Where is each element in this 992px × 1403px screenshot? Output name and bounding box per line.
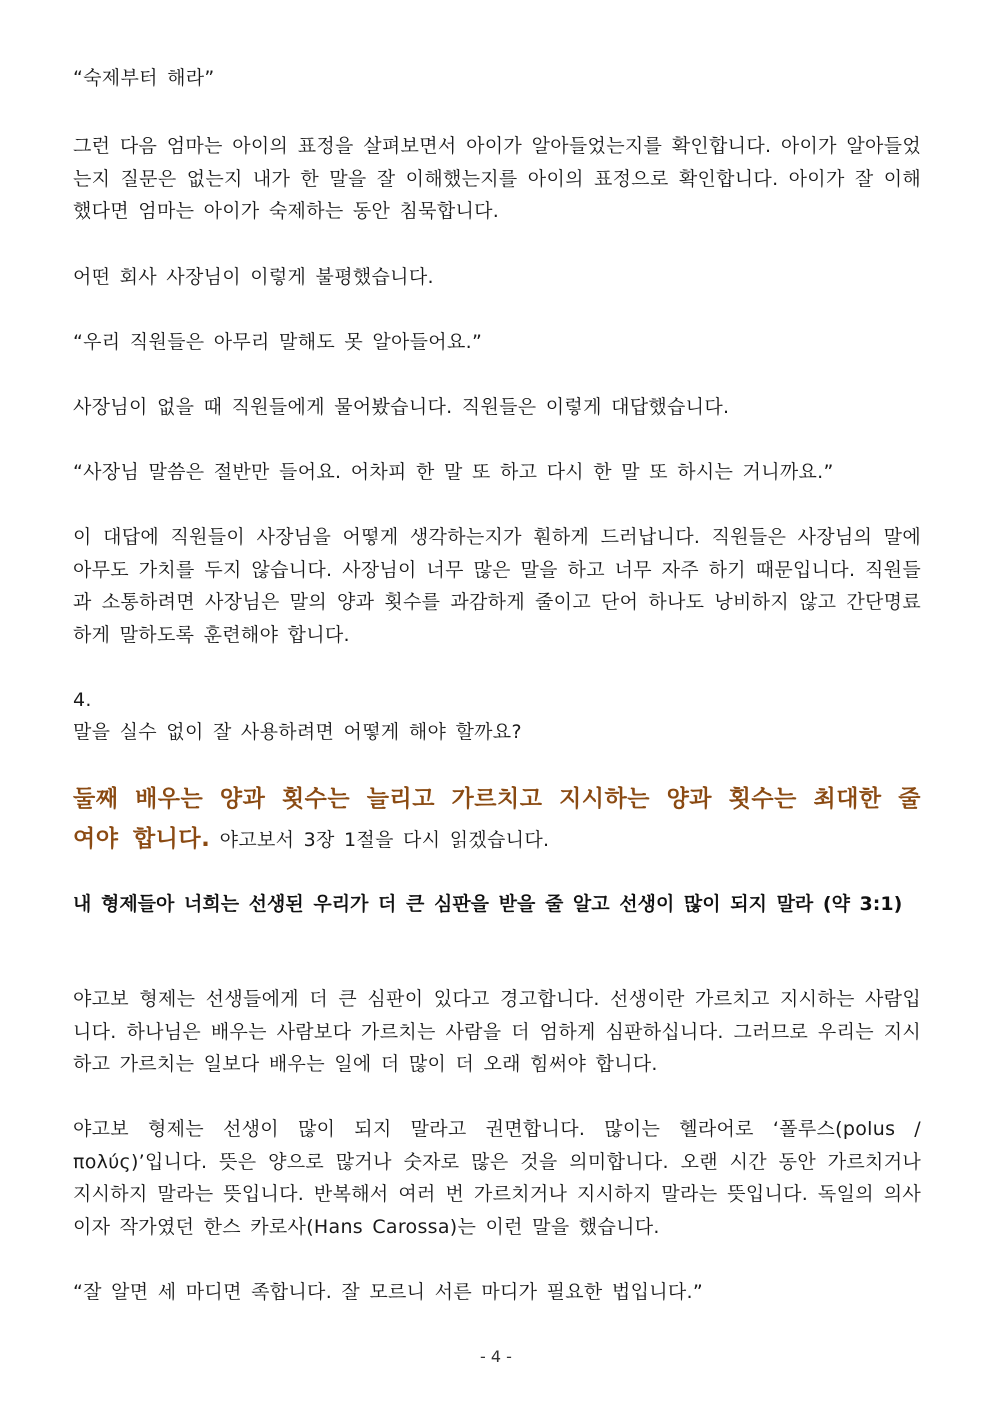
paragraph-james-warning: 야고보 형제는 선생들에게 더 큰 심판이 있다고 경고합니다. 선생이란 가르치고 지시하는 사람입니다. 하나님은 배우는 사람보다 가르치는 사람을 더 엄하게 심판하십니다. 그러므로 우리는 지시하고 가르치는 일보다 배우는 일에 더 많이 더 오래 힘써야 합니다.	[73, 988, 921, 1075]
emphasis-paragraph	[73, 780, 921, 860]
emphasis-tail-text: 야고보서 3장 1절을 다시 읽겠습니다.	[210, 829, 550, 851]
paragraph-boss-complaint: 어떤 회사 사장님이 이렇게 불평했습니다.	[73, 266, 434, 288]
paragraph-polus: 야고보 형제는 선생이 많이 되지 말라고 권면합니다. 많이는 헬라어로 ‘폴루스(polus / πολύς)’입니다. 뜻은 양으로 많거나 숫자로 많은 것을 의미합니다. 오랜 시간 동안 가르치거나 지시하지 말라는 뜻입니다. 반복해서 여러 번 가르치거나 지시하지 말라는 뜻입니다. 독일의 의사이자 작가였던 한스 카로사(Hans Carossa)는 이런 말을 했습니다.	[73, 1118, 921, 1238]
paragraph-employees-reveal: 이 대답에 직원들이 사장님을 어떻게 생각하는지가 훤하게 드러납니다. 직원들은 사장님의 말에 아무도 가치를 두지 않습니다. 사장님이 너무 많은 말을 하고 너무 자주 하기 때문입니다. 직원들과 소통하려면 사장님은 말의 양과 횟수를 과감하게 줄이고 단어 하나도 낭비하지 않고 간단명료하게 말하도록 훈련해야 합니다.	[73, 526, 921, 646]
quote-homework: “숙제부터 해라”	[73, 67, 215, 89]
scripture-quote: 내 형제들아 너희는 선생된 우리가 더 큰 심판을 받을 줄 알고 선생이 많이 되지 말라 (약 3:1)	[73, 893, 903, 915]
page-number: - 4 -	[480, 1347, 512, 1366]
quote-employees: “사장님 말씀은 절반만 들어요. 어차피 한 말 또 하고 다시 한 말 또 하시는 거니까요.”	[73, 461, 834, 483]
emphasis-text: 둘째 배우는 양과 횟수는 늘리고 가르치고 지시하는 양과 횟수는 최대한 줄여야 합니다.	[73, 786, 921, 852]
section-question: 말을 실수 없이 잘 사용하려면 어떻게 해야 할까요?	[73, 721, 522, 743]
paragraph-asked-employees: 사장님이 없을 때 직원들에게 물어봤습니다. 직원들은 이렇게 대답했습니다.	[73, 396, 730, 418]
paragraph-mother-checks: 그런 다음 엄마는 아이의 표정을 살펴보면서 아이가 알아들었는지를 확인합니다. 아이가 알아들었는지 질문은 없는지 내가 한 말을 잘 이해했는지를 아이의 표정으로 확인합니다. 아이가 잘 이해했다면 엄마는 아이가 숙제하는 동안 침묵합니다.	[73, 135, 921, 222]
quote-boss: “우리 직원들은 아무리 말해도 못 알아들어요.”	[73, 331, 483, 353]
quote-carossa: “잘 알면 세 마디면 족합니다. 잘 모르니 서른 마디가 필요한 법입니다.”	[73, 1281, 704, 1303]
section-number: 4.	[73, 689, 92, 711]
